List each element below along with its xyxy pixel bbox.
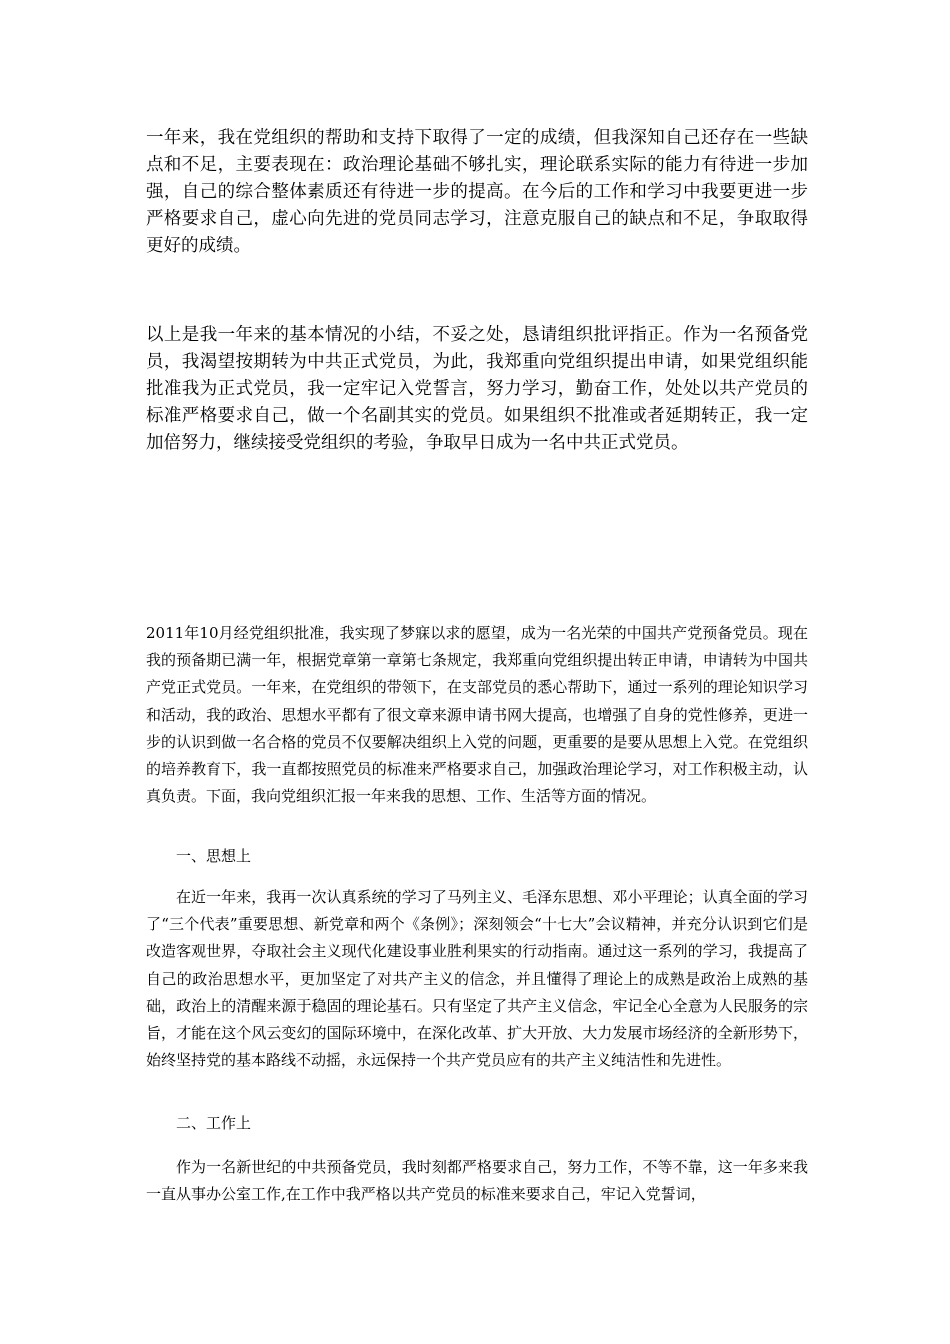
section-heading-work: 二、工作上 [176,1114,252,1132]
paragraph-summary-request: 以上是我一年来的基本情况的小结，不妥之处，恳请组织批评指正。作为一名预备党员，我渴望按期转为中共正式党员，为此，我郑重向党组织提出申请，如果党组织能批准我为正式党员，我一定牢记入党誓言，努力学习，勤奋工作，处处以共产党员的标准严格要求自己，做一个名副其实的党员。如果组织不批准或者延期转正，我一定加倍努力，继续接受党组织的考验，争取早日成为一名中共正式党员。 [146,325,808,453]
paragraph-application-intro: 2011年10月经党组织批准，我实现了梦寐以求的愿望，成为一名光荣的中国共产党预备党员。现在我的预备期已满一年，根据党章第一章第七条规定，我郑重向党组织提出转正申请，申请转为中国共产党正式党员。一年来，在党组织的带领下，在支部党员的悉心帮助下，通过一系列的理论知识学习和活动，我的政治、思想水平都有了很文章来源申请书网大提高，也增强了自身的党性修养，更进一步的认识到做一名合格的党员不仅要解决组织上入党的问题，更重要的是要从思想上入党。在党组织的培养教育下，我一直都按照党员的标准来严格要求自己，加强政治理论学习，对工作积极主动，认真负责。下面，我向党组织汇报一年来我的思想、工作、生活等方面的情况。 [146,624,808,806]
paragraph-work: 作为一名新世纪的中共预备党员，我时刻都严格要求自己，努力工作，不等不靠，这一年多来我一直从事办公室工作,在工作中我严格以共产党员的标准来要求自己，牢记入党誓词， [146,1158,808,1204]
paragraph-ideology: 在近一年来，我再一次认真系统的学习了马列主义、毛泽东思想、邓小平理论；认真全面的学习了“三个代表”重要思想、新党章和两个《条例》；深刻领会“十七大”会议精神，并充分认识到它们是改造客观世界，夺取社会主义现代化建设事业胜利果实的行动指南。通过这一系列的学习，我提高了自己的政治思想水平，更加坚定了对共产主义的信念，并且懂得了理论上的成熟是政治上成熟的基础，政治上的清醒来源于稳固的理论基石。只有坚定了共产主义信念，牢记全心全意为人民服务的宗旨，才能在这个风云变幻的国际环境中，在深化改革、扩大开放、大力发展市场经济的全新形势下，始终坚持党的基本路线不动摇，永远保持一个共产党员应有的共产主义纯洁性和先进性。 [146,888,808,1070]
section-heading-ideology: 一、思想上 [176,847,252,865]
paragraph-achievements-shortcomings: 一年来，我在党组织的帮助和支持下取得了一定的成绩，但我深知自己还存在一些缺点和不足，主要表现在：政治理论基础不够扎实，理论联系实际的能力有待进一步加强，自己的综合整体素质还有待进一步的提高。在今后的工作和学习中我要更进一步严格要求自己，虚心向先进的党员同志学习，注意克服自己的缺点和不足，争取取得更好的成绩。 [146,128,808,256]
